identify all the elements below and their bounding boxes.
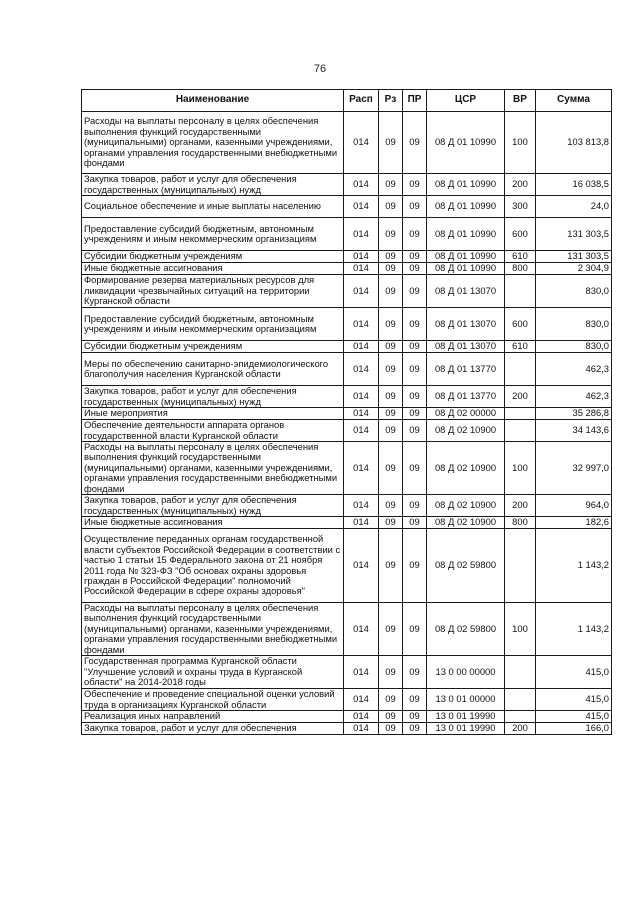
cell-csr: 08 Д 01 10990 — [427, 251, 505, 263]
table-row — [82, 689, 612, 711]
cell-pr: 09 — [403, 341, 427, 353]
cell-name: Социальное обеспечение и иные выплаты населению — [82, 196, 344, 218]
cell-rz: 09 — [379, 196, 403, 218]
cell-rz: 09 — [379, 174, 403, 196]
cell-rasp: 014 — [344, 408, 379, 420]
cell-name: Обеспечение деятельности аппарата органов государственной власти Курганской области — [82, 420, 344, 442]
column-header-rasp: Расп — [344, 90, 379, 112]
cell-pr: 09 — [403, 656, 427, 689]
cell-name: Осуществление переданных органам государственной власти субъектов Российской Федерации в соответствии с частью 1 статьи 15 Федерального закона от 21 ноября 2011 года № 323-ФЗ "Об основах охраны здоровья граждан в Российской Федерации" полномочий Российской Федерации в сфере охраны здоровья" — [82, 529, 344, 603]
cell-rz: 09 — [379, 263, 403, 275]
cell-vr: 600 — [505, 218, 536, 251]
cell-csr: 13 0 01 19990 — [427, 711, 505, 723]
cell-vr — [505, 275, 536, 308]
cell-csr: 08 Д 02 00000 — [427, 408, 505, 420]
page-number: 76 — [313, 63, 327, 75]
cell-rasp: 014 — [344, 420, 379, 442]
table-row — [82, 408, 612, 420]
cell-name: Предоставление субсидий бюджетным, автономным учреждениям и иным некоммерческим организациям — [82, 218, 344, 251]
cell-csr: 08 Д 01 13770 — [427, 386, 505, 408]
cell-csr: 08 Д 01 10990 — [427, 263, 505, 275]
table-row — [82, 341, 612, 353]
cell-sum: 1 143,2 — [536, 603, 612, 656]
cell-vr: 300 — [505, 196, 536, 218]
cell-pr: 09 — [403, 529, 427, 603]
cell-pr: 09 — [403, 442, 427, 495]
cell-vr: 200 — [505, 723, 536, 735]
cell-sum: 830,0 — [536, 308, 612, 341]
table-row — [82, 251, 612, 263]
cell-vr — [505, 353, 536, 386]
cell-csr: 08 Д 02 10900 — [427, 495, 505, 517]
table-row — [82, 174, 612, 196]
cell-vr — [505, 656, 536, 689]
cell-rz: 09 — [379, 308, 403, 341]
column-header-sum: Сумма — [536, 90, 612, 112]
cell-rz: 09 — [379, 711, 403, 723]
cell-csr: 13 0 00 00000 — [427, 656, 505, 689]
cell-pr: 09 — [403, 112, 427, 174]
cell-pr: 09 — [403, 263, 427, 275]
cell-rz: 09 — [379, 353, 403, 386]
cell-name: Реализация иных направлений — [82, 711, 344, 723]
cell-csr: 13 0 01 19990 — [427, 723, 505, 735]
cell-vr: 600 — [505, 308, 536, 341]
cell-rz: 09 — [379, 218, 403, 251]
cell-sum: 830,0 — [536, 275, 612, 308]
cell-csr: 08 Д 01 13070 — [427, 308, 505, 341]
cell-vr: 800 — [505, 517, 536, 529]
cell-sum: 2 304,9 — [536, 263, 612, 275]
cell-sum: 35 286,8 — [536, 408, 612, 420]
cell-csr: 08 Д 01 10990 — [427, 174, 505, 196]
cell-rasp: 014 — [344, 275, 379, 308]
cell-rasp: 014 — [344, 218, 379, 251]
column-header-csr: ЦСР — [427, 90, 505, 112]
cell-name: Иные бюджетные ассигнования — [82, 263, 344, 275]
cell-vr: 610 — [505, 341, 536, 353]
cell-rasp: 014 — [344, 386, 379, 408]
table-row — [82, 196, 612, 218]
cell-csr: 08 Д 01 10990 — [427, 218, 505, 251]
budget-table — [81, 89, 612, 735]
cell-pr: 09 — [403, 723, 427, 735]
table-row — [82, 442, 612, 495]
cell-csr: 08 Д 02 10900 — [427, 517, 505, 529]
cell-rasp: 014 — [344, 341, 379, 353]
cell-name: Субсидии бюджетным учреждениям — [82, 341, 344, 353]
cell-vr: 200 — [505, 495, 536, 517]
cell-rz: 09 — [379, 275, 403, 308]
cell-pr: 09 — [403, 275, 427, 308]
cell-sum: 415,0 — [536, 689, 612, 711]
cell-sum: 166,0 — [536, 723, 612, 735]
table-row — [82, 723, 612, 735]
cell-pr: 09 — [403, 495, 427, 517]
table-row — [82, 517, 612, 529]
cell-pr: 09 — [403, 603, 427, 656]
cell-sum: 32 997,0 — [536, 442, 612, 495]
cell-rz: 09 — [379, 341, 403, 353]
column-header-vr: ВР — [505, 90, 536, 112]
cell-csr: 08 Д 02 10900 — [427, 442, 505, 495]
cell-csr: 08 Д 01 10990 — [427, 196, 505, 218]
table-row — [82, 386, 612, 408]
cell-csr: 08 Д 02 10900 — [427, 420, 505, 442]
cell-name: Иные бюджетные ассигнования — [82, 517, 344, 529]
table-row — [82, 263, 612, 275]
cell-name: Обеспечение и проведение специальной оценки условий труда в организациях Курганской области — [82, 689, 344, 711]
cell-name: Расходы на выплаты персоналу в целях обеспечения выполнения функций государственными (муниципальными) органами, казенными учреждениями, органами управления государственными внебюджетными фондами — [82, 112, 344, 174]
cell-vr — [505, 689, 536, 711]
cell-csr: 13 0 01 00000 — [427, 689, 505, 711]
cell-rasp: 014 — [344, 603, 379, 656]
cell-rasp: 014 — [344, 495, 379, 517]
cell-rz: 09 — [379, 603, 403, 656]
cell-pr: 09 — [403, 420, 427, 442]
cell-sum: 462,3 — [536, 386, 612, 408]
table-body — [82, 112, 612, 735]
cell-csr: 08 Д 01 13770 — [427, 353, 505, 386]
table-row — [82, 711, 612, 723]
cell-pr: 09 — [403, 689, 427, 711]
cell-rz: 09 — [379, 251, 403, 263]
table-row — [82, 308, 612, 341]
cell-name: Государственная программа Курганской области "Улучшение условий и охраны труда в Курганской области" на 2014-2018 годы — [82, 656, 344, 689]
cell-vr — [505, 408, 536, 420]
cell-vr: 100 — [505, 442, 536, 495]
table-row — [82, 495, 612, 517]
cell-rz: 09 — [379, 517, 403, 529]
table-row — [82, 529, 612, 603]
cell-pr: 09 — [403, 174, 427, 196]
cell-rz: 09 — [379, 689, 403, 711]
cell-name: Закупка товаров, работ и услуг для обеспечения государственных (муниципальных) нужд — [82, 386, 344, 408]
cell-sum: 415,0 — [536, 656, 612, 689]
cell-pr: 09 — [403, 408, 427, 420]
cell-sum: 415,0 — [536, 711, 612, 723]
cell-name: Закупка товаров, работ и услуг для обеспечения государственных (муниципальных) нужд — [82, 174, 344, 196]
cell-csr: 08 Д 02 59800 — [427, 603, 505, 656]
table-row — [82, 656, 612, 689]
cell-name: Субсидии бюджетным учреждениям — [82, 251, 344, 263]
cell-sum: 16 038,5 — [536, 174, 612, 196]
table-row — [82, 420, 612, 442]
cell-vr — [505, 711, 536, 723]
cell-csr: 08 Д 01 13070 — [427, 341, 505, 353]
cell-rz: 09 — [379, 529, 403, 603]
table-row — [82, 603, 612, 656]
cell-pr: 09 — [403, 218, 427, 251]
cell-rasp: 014 — [344, 353, 379, 386]
column-header-pr: ПР — [403, 90, 427, 112]
cell-rz: 09 — [379, 656, 403, 689]
table-row — [82, 218, 612, 251]
cell-vr: 100 — [505, 112, 536, 174]
cell-name: Формирование резерва материальных ресурсов для ликвидации чрезвычайных ситуаций на территории Курганской области — [82, 275, 344, 308]
cell-rz: 09 — [379, 495, 403, 517]
cell-sum: 24,0 — [536, 196, 612, 218]
cell-vr: 200 — [505, 174, 536, 196]
cell-rasp: 014 — [344, 517, 379, 529]
cell-name: Закупка товаров, работ и услуг для обеспечения государственных (муниципальных) нужд — [82, 495, 344, 517]
cell-rasp: 014 — [344, 196, 379, 218]
column-header-name: Наименование — [82, 90, 344, 112]
cell-csr: 08 Д 02 59800 — [427, 529, 505, 603]
cell-name: Расходы на выплаты персоналу в целях обеспечения выполнения функций государственными (муниципальными) органами, казенными учреждениями, органами управления государственными внебюджетными фондами — [82, 603, 344, 656]
cell-rasp: 014 — [344, 529, 379, 603]
cell-pr: 09 — [403, 353, 427, 386]
table-row — [82, 275, 612, 308]
cell-pr: 09 — [403, 196, 427, 218]
cell-rasp: 014 — [344, 308, 379, 341]
table-row — [82, 353, 612, 386]
cell-sum: 1 143,2 — [536, 529, 612, 603]
cell-pr: 09 — [403, 251, 427, 263]
cell-rz: 09 — [379, 408, 403, 420]
cell-sum: 462,3 — [536, 353, 612, 386]
cell-name: Закупка товаров, работ и услуг для обеспечения — [82, 723, 344, 735]
cell-vr: 100 — [505, 603, 536, 656]
cell-name: Расходы на выплаты персоналу в целях обеспечения выполнения функций государственными (муниципальными) органами, казенными учреждениями, органами управления государственными внебюджетными фондами — [82, 442, 344, 495]
cell-vr: 800 — [505, 263, 536, 275]
cell-rasp: 014 — [344, 174, 379, 196]
cell-rasp: 014 — [344, 711, 379, 723]
cell-vr — [505, 529, 536, 603]
cell-vr: 610 — [505, 251, 536, 263]
cell-csr: 08 Д 01 13070 — [427, 275, 505, 308]
cell-sum: 182,6 — [536, 517, 612, 529]
cell-rz: 09 — [379, 723, 403, 735]
cell-csr: 08 Д 01 10990 — [427, 112, 505, 174]
cell-rz: 09 — [379, 442, 403, 495]
cell-name: Меры по обеспечению санитарно-эпидемиологического благополучия населения Курганской области — [82, 353, 344, 386]
cell-sum: 964,0 — [536, 495, 612, 517]
cell-rz: 09 — [379, 386, 403, 408]
cell-rasp: 014 — [344, 723, 379, 735]
header-row — [82, 90, 612, 112]
cell-rasp: 014 — [344, 442, 379, 495]
cell-name: Предоставление субсидий бюджетным, автономным учреждениям и иным некоммерческим организациям — [82, 308, 344, 341]
cell-pr: 09 — [403, 517, 427, 529]
cell-sum: 830,0 — [536, 341, 612, 353]
cell-vr: 200 — [505, 386, 536, 408]
cell-rasp: 014 — [344, 656, 379, 689]
cell-rasp: 014 — [344, 689, 379, 711]
cell-sum: 131 303,5 — [536, 251, 612, 263]
cell-vr — [505, 420, 536, 442]
cell-sum: 103 813,8 — [536, 112, 612, 174]
cell-rz: 09 — [379, 420, 403, 442]
cell-pr: 09 — [403, 711, 427, 723]
cell-rasp: 014 — [344, 251, 379, 263]
cell-sum: 34 143,6 — [536, 420, 612, 442]
cell-rz: 09 — [379, 112, 403, 174]
cell-pr: 09 — [403, 308, 427, 341]
table-row — [82, 112, 612, 174]
cell-sum: 131 303,5 — [536, 218, 612, 251]
cell-pr: 09 — [403, 386, 427, 408]
cell-rasp: 014 — [344, 112, 379, 174]
cell-name: Иные мероприятия — [82, 408, 344, 420]
column-header-rz: Рз — [379, 90, 403, 112]
cell-rasp: 014 — [344, 263, 379, 275]
